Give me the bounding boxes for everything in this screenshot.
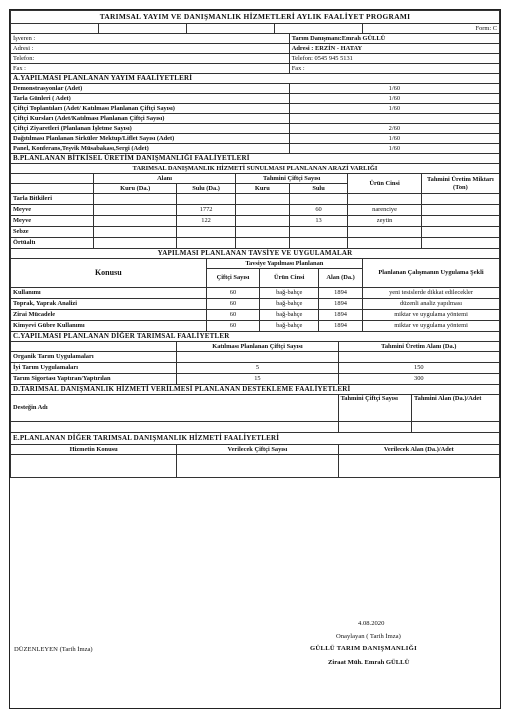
tavsiye-title: YAPILMASI PLANLANAN TAVSİYE VE UYGULAMALAR	[11, 249, 500, 259]
table-row: Zirai Mücadele 60 bağ-bahçe 1894 miktar ve uygulama yöntemi	[11, 310, 500, 321]
col-e-konu: Hizmetin Konusu	[11, 445, 177, 455]
employer-label: İşveren :	[11, 34, 290, 44]
table-row: Demonstrasyonlar (Adet) 1/60	[11, 84, 500, 94]
consultant-phone: Telefon: 0545 945 5131	[289, 54, 499, 64]
col-e-ciftci: Verilecek Çiftçi Sayısı	[177, 445, 338, 455]
consultant-address: Adresi : ERZİN - HATAY	[289, 44, 499, 54]
section-a-table	[10, 74, 500, 154]
col-d-ciftci: Tahmini Çiftçi Sayısı	[338, 395, 411, 422]
section-c-title: C.YAPILMASI PLANLANAN DİĞER TARIMSAL FAALİYETLER	[11, 332, 500, 342]
col-e-alan: Verilecek Alan (Da.)/Adet	[338, 445, 499, 455]
table-row: Çiftçi Ziyaretleri (Planlanan İşletme Sayısı) 2/60	[11, 124, 500, 134]
consultant-name: Tarım Danışmanı:Emrah GÜLLÜ	[289, 34, 499, 44]
section-d-title: D.TARIMSAL DANIŞMANLIK HİZMETİ VERİLMESİ PLANLANAN DESTEKLEME FAALİYETLERİ	[11, 385, 500, 395]
table-row: Çiftçi Toplantıları (Adet/ Katılması Planlanan Çiftçi Sayısı) 1/60	[11, 104, 500, 114]
tavsiye-table: YAPILMASI PLANLANAN TAVSİYE VE UYGULAMALAR Konusu Tavsiye Yapılması Planlanan Planlanan Çalışmanın Uygulama Şekli Çiftçi Sayısı Ürün Cinsi Alan (Da.) Kullanımı 60 bağ-bahçe 1894 yeni tesislerde dikkat edilecekler Toprak, Yaprak Analizi 60 bağ-bahçe 1894 düzenli analiz yapılması Zirai Mücadele 60 bağ-bahçe 1894 miktar ve uygulama yöntemi Kimyevi Gübre Kullanımı 60 bağ-bahçe 1894 miktar ve uygulama yöntemi	[10, 249, 500, 332]
section-b-table: B.PLANLANAN BİTKİSEL ÜRETİM DANIŞMANLIĞI FAALİYETLERİ TARIMSAL DANIŞMANLIK HİZMETİ SUNULMASI PLANLANAN ARAZİ VARLIĞI Alanı Tahmini Çiftçi Sayısı Ürün Cinsi Tahmini Üretim Miktarı (Ton) Kuru (Da.) Sulu (Da.) Kuru Sulu Tarla Bitkileri Meyve 1772 60 narenciye Meyve 122 13 zeytin Sebze Örtüaltı	[10, 154, 500, 249]
header-info	[10, 34, 500, 74]
section-e-table	[10, 433, 500, 478]
duzenleyen-label: DÜZENLEYEN (Tarih İmza)	[14, 646, 93, 653]
col-urun: Ürün Cinsi	[348, 174, 421, 194]
section-b-subtitle: TARIMSAL DANIŞMANLIK HİZMETİ SUNULMASI PLANLANAN ARAZİ VARLIĞI	[11, 164, 500, 174]
col-c-alan: Tahmini Üretim Alanı (Da.)	[338, 342, 499, 352]
table-row: Çiftçi Kursları (Adet/Katılması Planlanan Çiftçi Sayısı)	[11, 114, 500, 124]
col-sekil: Planlanan Çalışmanın Uygulama Şekli	[363, 259, 500, 288]
section-a-title: A.YAPILMASI PLANLANAN YAYIM FAALİYETLERİ	[11, 74, 500, 84]
col-konusu: Konusu	[11, 259, 207, 288]
consultant-fax: Fax :	[289, 64, 499, 74]
table-row: Organik Tarım Uygulamaları	[11, 352, 500, 363]
table-row: Tarla Günleri ( Adet) 1/60	[11, 94, 500, 104]
section-b-title: B.PLANLANAN BİTKİSEL ÜRETİM DANIŞMANLIĞI FAALİYETLERİ	[11, 154, 500, 164]
approval-date: 4.08.2020	[358, 620, 385, 627]
signer-name: Ziraat Müh. Emrah GÜLLÜ	[328, 659, 410, 666]
fax-label: Fax :	[11, 64, 290, 74]
onaylayan-label: Onaylayan ( Tarih İmza)	[336, 633, 401, 640]
table-row: Kimyevi Gübre Kullanımı 60 bağ-bahçe 1894 miktar ve uygulama yöntemi	[11, 321, 500, 332]
table-row: Sebze	[11, 227, 500, 238]
section-d-table	[10, 385, 500, 433]
form-code: Form: C	[363, 24, 500, 34]
table-row: Tarım Sigortası Yaptıran/Yaptırılan 15 300	[11, 374, 500, 385]
table-row: Kullanımı 60 bağ-bahçe 1894 yeni tesislerde dikkat edilecekler	[11, 288, 500, 299]
table-row: Meyve 122 13 zeytin	[11, 216, 500, 227]
phone-label: Telefon:	[11, 54, 290, 64]
table-row: Örtüaltı	[11, 238, 500, 249]
table-row: İyi Tarım Uygulamaları 5 150	[11, 363, 500, 374]
col-tavsiye: Tavsiye Yapılması Planlanan	[206, 259, 362, 269]
col-tahmini: Tahmini Çiftçi Sayısı	[235, 174, 347, 184]
section-c-table	[10, 332, 500, 385]
company-name: GÜLLÜ TARIM DANIŞMANLIĞI	[310, 645, 417, 652]
col-alan: Alanı	[94, 174, 236, 184]
table-row: Dağıtılması Planlanan Sirküler Mektup/Liflet Sayısı (Adet) 1/60	[11, 134, 500, 144]
col-c-ciftci: Katılması Planlanan Çiftçi Sayısı	[177, 342, 338, 352]
activity-program-form	[9, 9, 501, 709]
col-d-alan: Tahmini Alan (Da.)/Adet	[411, 395, 499, 422]
title-table	[10, 10, 500, 24]
form-title: TARIMSAL YAYIM VE DANIŞMANLIK HİZMETLERİ AYLIK FAALİYET PROGRAMI	[11, 11, 500, 24]
table-row: Panel, Konferans,Teşvik Müsabakası,Sergi (Adet) 1/60	[11, 144, 500, 154]
col-uretim: Tahmini Üretim Miktarı (Ton)	[421, 174, 499, 194]
form-code-row	[10, 24, 500, 34]
address-label: Adresi :	[11, 44, 290, 54]
col-destek: Desteğin Adı	[11, 395, 339, 422]
table-row: Tarla Bitkileri	[11, 194, 500, 205]
section-e-title: E.PLANLANAN DİĞER TARIMSAL DANIŞMANLIK HİZMETİ FAALİYETLERİ	[11, 433, 500, 445]
table-row: Meyve 1772 60 narenciye	[11, 205, 500, 216]
table-row: Toprak, Yaprak Analizi 60 bağ-bahçe 1894 düzenli analiz yapılması	[11, 299, 500, 310]
